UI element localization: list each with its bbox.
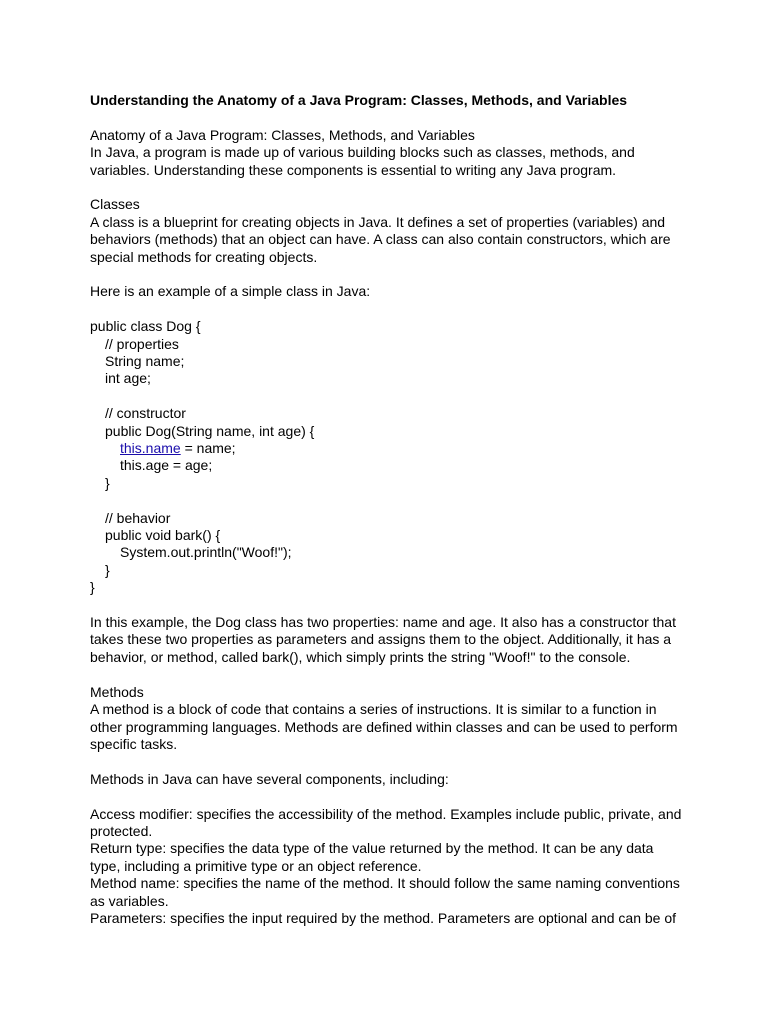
explanation-text-line: behavior, or method, called bark(), which simply prints the string "Woof!" to the console. bbox=[90, 648, 631, 665]
code-line: public void bark() { bbox=[105, 527, 221, 544]
code-line: public class Dog { bbox=[90, 318, 201, 335]
spacer bbox=[90, 301, 690, 318]
component-line: as variables. bbox=[90, 892, 169, 909]
components-intro: Methods in Java can have several components, including: bbox=[90, 770, 449, 787]
classes-text-line: A class is a blueprint for creating objects in Java. It defines a set of properties (variables) and bbox=[90, 213, 666, 230]
code-line bbox=[90, 440, 690, 457]
classes-heading: Classes bbox=[90, 196, 140, 213]
example-intro: Here is an example of a simple class in Java: bbox=[90, 283, 371, 300]
spacer bbox=[90, 492, 690, 509]
code-comment: // properties bbox=[105, 335, 179, 352]
explanation-text-line: takes these two properties as parameters and assigns them to the object. Additionally, it has a bbox=[90, 631, 672, 648]
methods-text-line: specific tasks. bbox=[90, 735, 178, 752]
component-line: Return type: specifies the data type of the value returned by the method. It can be any data bbox=[90, 840, 654, 857]
methods-text-line: A method is a block of code that contains a series of instructions. It is similar to a function in bbox=[90, 701, 657, 718]
methods-heading: Methods bbox=[90, 683, 144, 700]
code-comment: // constructor bbox=[105, 405, 186, 422]
document-page bbox=[90, 92, 690, 927]
code-line: String name; bbox=[105, 353, 185, 370]
explanation-text-line: In this example, the Dog class has two properties: name and age. It also has a constructor that bbox=[90, 614, 676, 631]
component-line: Parameters: specifies the input required by the method. Parameters are optional and can be of bbox=[90, 909, 677, 926]
spacer bbox=[90, 109, 690, 126]
this-name-link[interactable]: this.name bbox=[120, 440, 181, 457]
spacer bbox=[90, 597, 690, 614]
code-line: int age; bbox=[105, 370, 151, 387]
spacer bbox=[90, 788, 690, 805]
spacer bbox=[90, 388, 690, 405]
document-title: Understanding the Anatomy of a Java Program: Classes, Methods, and Variables bbox=[90, 92, 628, 108]
spacer bbox=[90, 179, 690, 196]
component-line: protected. bbox=[90, 822, 153, 839]
code-line: this.age = age; bbox=[120, 457, 213, 474]
code-comment: // behavior bbox=[105, 509, 171, 526]
code-line: public Dog(String name, int age) { bbox=[105, 422, 315, 439]
component-line: Access modifier: specifies the accessibility of the method. Examples include public, private, and bbox=[90, 805, 682, 822]
code-line: } bbox=[105, 561, 110, 578]
intro-text-line: In Java, a program is made up of various building blocks such as classes, methods, and bbox=[90, 144, 635, 161]
classes-text-line: behaviors (methods) that an object can have. A class can also contain constructors, which are bbox=[90, 231, 671, 248]
code-line: } bbox=[90, 579, 95, 596]
spacer bbox=[90, 266, 690, 283]
spacer bbox=[90, 666, 690, 683]
methods-text-line: other programming languages. Methods are defined within classes and can be used to perform bbox=[90, 718, 678, 735]
intro-text-line: variables. Understanding these components is essential to writing any Java program. bbox=[90, 161, 617, 178]
component-line: Method name: specifies the name of the method. It should follow the same naming conventions bbox=[90, 875, 680, 892]
code-line: System.out.println("Woof!"); bbox=[120, 544, 292, 561]
classes-text-line: special methods for creating objects. bbox=[90, 248, 318, 265]
code-example bbox=[90, 318, 690, 596]
code-text: = name; bbox=[180, 440, 236, 457]
intro-heading: Anatomy of a Java Program: Classes, Methods, and Variables bbox=[90, 126, 475, 143]
component-line: type, including a primitive type or an object reference. bbox=[90, 857, 422, 874]
code-line: } bbox=[105, 474, 110, 491]
spacer bbox=[90, 753, 690, 770]
